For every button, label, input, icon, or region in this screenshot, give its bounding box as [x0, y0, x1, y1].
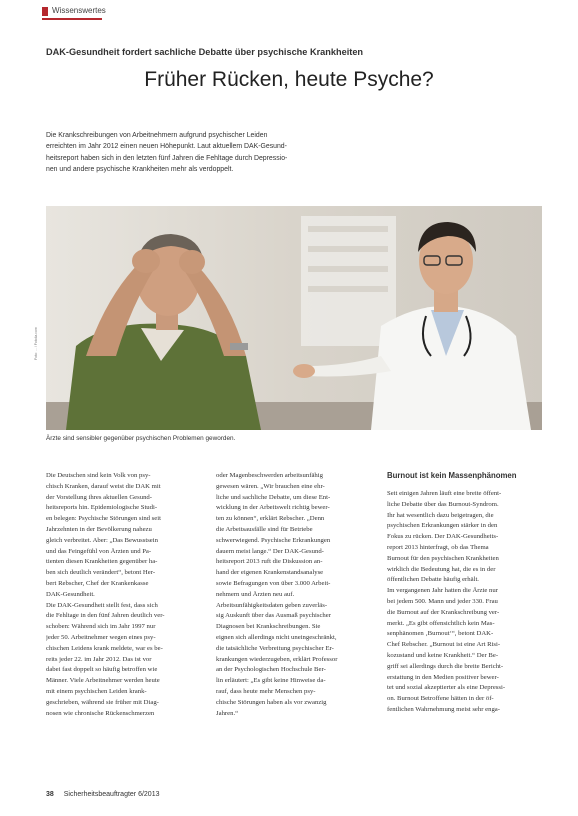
lead-line: nen und andere psychische Krankheiten mehr als verdoppelt. — [46, 166, 234, 174]
body-line: an der Psychologischen Hochschule Ber- — [216, 666, 326, 674]
body-line: on. Burnout Betroffene hätten in der öf- — [387, 695, 494, 703]
body-line: Chef Rebscher. „Burnout ist eine Art Risi- — [387, 641, 501, 649]
body-line: ten zu können“, erklärt Rebscher. „Denn — [216, 515, 325, 523]
body-line: jeder 50. Arbeitnehmer wegen eines psy- — [46, 633, 156, 641]
body-column-2 — [216, 471, 368, 719]
page-number: 38 — [46, 791, 54, 798]
body-line: eignen sich allerdings nicht uneingeschränkt, — [216, 633, 337, 641]
body-line: wirklich die Bedeutung hat, die es in der — [387, 565, 496, 573]
body-line: psychischen Erkrankungen stärker in den — [387, 522, 498, 530]
body-column-3 — [387, 489, 539, 716]
body-line: gleich verbreitet. Aber: „Das Bewusstsein — [46, 536, 158, 544]
body-line: nosen wie chronische Rückenschmerzen — [46, 709, 155, 717]
body-line: en belegen: Psychische Störungen sind seit — [46, 515, 161, 523]
body-line: chischen Leidens krank meldete, war es be- — [46, 644, 163, 652]
body-line: öffentlichen Debatte häufig erhält. — [387, 576, 479, 584]
publication-name: Sicherheitsbeauftragter 6/2013 — [63, 791, 160, 798]
body-line: heitsreport 2013 ruft die Diskussion an- — [216, 558, 323, 566]
body-line: dauern meist lange.“ Der DAK-Gesund- — [216, 547, 324, 555]
photo-illustration — [46, 206, 542, 430]
body-line: fentlichen Wahrnehmung meist sehr enga- — [387, 705, 500, 713]
body-line: ben sich deutlich verändert“, betont Her- — [46, 569, 156, 577]
body-line: Die DAK-Gesundheit stellt fest, dass sich — [46, 601, 158, 609]
body-line: krankungen wiederzugeben, erklärt Professor — [216, 655, 338, 663]
body-line: Jahrzehnten in der Bevölkerung nahezu — [46, 525, 152, 533]
body-line: rauf, dass heute mehr Menschen psy- — [216, 687, 316, 695]
lead-line: Die Krankschreibungen von Arbeitnehmern aufgrund psychischer Leiden — [46, 132, 268, 139]
body-line: Diagnosen bei Krankschreibungen. Sie — [216, 623, 321, 631]
body-line: Arbeitsunfähigkeitsdaten geben zuverläs- — [216, 601, 328, 609]
body-line: heitsreports hin. Epidemiologische Studi- — [46, 504, 158, 512]
body-line: und das Feingefühl von Ärzten und Pa- — [46, 547, 152, 555]
body-line: Ihr hat wesentlich dazu beigetragen, die — [387, 511, 494, 519]
photo-credit: Foto: ... / Fotolia.com — [34, 327, 38, 360]
section-label: Wissenswertes — [52, 6, 106, 15]
sidebar-heading: Burnout ist kein Massenphänomen — [387, 471, 517, 480]
body-line: Im vergangenen Jahr hatten die Ärzte nur — [387, 587, 498, 595]
body-line: Die Deutschen sind kein Volk von psy- — [46, 472, 151, 479]
body-line: Burnout für den psychischen Krankheiten — [387, 554, 499, 562]
article-lead — [46, 130, 386, 176]
body-line: report 2013 hinterfragt, ob das Thema — [387, 543, 489, 551]
body-column-1 — [46, 471, 198, 719]
body-line: sig Auskunft über das Ausmaß psychischer — [216, 612, 331, 620]
body-line: wicklung in der Arbeitswelt richtig bewer- — [216, 504, 330, 512]
section-marker — [42, 7, 48, 16]
body-line: merkt. „Es gibt offensichtlich kein Mas- — [387, 619, 495, 627]
body-line: gewesen wären. „Wir brauchen eine ehr- — [216, 482, 325, 490]
body-line: tienten diesen Krankheiten gegenüber ha- — [46, 558, 158, 566]
body-line: bert Rebscher, Chef der Krankenkasse — [46, 579, 149, 587]
body-line: griff sei allerdings durch die breite Bericht- — [387, 662, 504, 670]
body-line: die Fehltage in den fünf Jahren deutlich ver- — [46, 612, 165, 620]
section-tab — [42, 6, 106, 20]
body-line: Männer. Viele Arbeitnehmer werden heute — [46, 677, 160, 685]
article-photo — [46, 206, 542, 430]
body-line: nehmern und Ärzten neu auf. — [216, 590, 295, 598]
body-line: die Arbeitsausfälle sind für Betriebe — [216, 525, 313, 533]
lead-line: heitsreport haben sich in den letzten fünf Jahren die Fehltage durch Depressio- — [46, 154, 288, 162]
body-line: liche und sachliche Debatte, um diese Ent- — [216, 493, 331, 501]
body-line: chische Störungen haben als vor zwanzig — [216, 698, 327, 706]
body-line: chisch Kranken, darauf weist die DAK mit — [46, 482, 161, 490]
body-line: sowie Befragungen von über 3.000 Arbeit- — [216, 579, 331, 587]
body-line: Seit einigen Jahren läuft eine breite öffent- — [387, 490, 502, 497]
body-line: senphänomen ‚Burnout‘“, betont DAK- — [387, 630, 494, 638]
body-line: liche Debatte über das Burnout-Syndrom. — [387, 500, 499, 508]
body-line: geschrieben, während sie früher mit Diag- — [46, 698, 159, 706]
body-line: die tatsächliche Verbreitung psychischer Er- — [216, 644, 334, 652]
body-line: oder Magenbeschwerden arbeitsunfähig — [216, 472, 323, 479]
lead-line: erreichten im Jahr 2012 einen neuen Höhepunkt. Laut aktuellem DAK-Gesund- — [46, 143, 287, 151]
body-line: kozustand und keine Krankheit.“ Der Be- — [387, 651, 499, 659]
body-line: mit einem psychischen Leiden krank- — [46, 687, 147, 695]
body-line: die Burnout auf der Krankschreibung ver- — [387, 608, 500, 616]
body-line: lin erläutert: „Es gibt keine Hinweise da- — [216, 677, 326, 685]
body-line: Fokus zu rücken. Der DAK-Gesundheits- — [387, 533, 499, 541]
body-line: bei jedem 500. Mann und jeder 330. Frau — [387, 597, 498, 605]
article-kicker: DAK-Gesundheit fordert sachliche Debatte über psychische Krankheiten — [46, 47, 364, 57]
body-line: schwerwiegend. Psychische Erkrankungen — [216, 536, 331, 544]
body-line: hand der eigenen Krankenstandsanalyse — [216, 569, 324, 577]
image-caption: Ärzte sind sensibler gegenüber psychischen Problemen geworden. — [46, 435, 236, 442]
body-line: erstattung in den Medien positiver bewer- — [387, 673, 499, 681]
body-line: tet und sozial akzeptierter als eine Depressi- — [387, 684, 506, 692]
article-headline: Früher Rücken, heute Psyche? — [144, 68, 434, 91]
body-line: schoben: Während sich im Jahr 1997 nur — [46, 623, 156, 631]
body-line: der Vorstellung ihres aktuellen Gesund- — [46, 493, 152, 501]
body-line: dabei fast doppelt so häufig betroffen wie — [46, 666, 158, 674]
body-line: Jahren.“ — [216, 709, 239, 717]
body-line: reits jeder 22. im Jahr 2012. Das ist vor — [46, 655, 152, 663]
page-footer — [46, 791, 159, 798]
body-line: DAK-Gesundheit. — [46, 590, 95, 598]
